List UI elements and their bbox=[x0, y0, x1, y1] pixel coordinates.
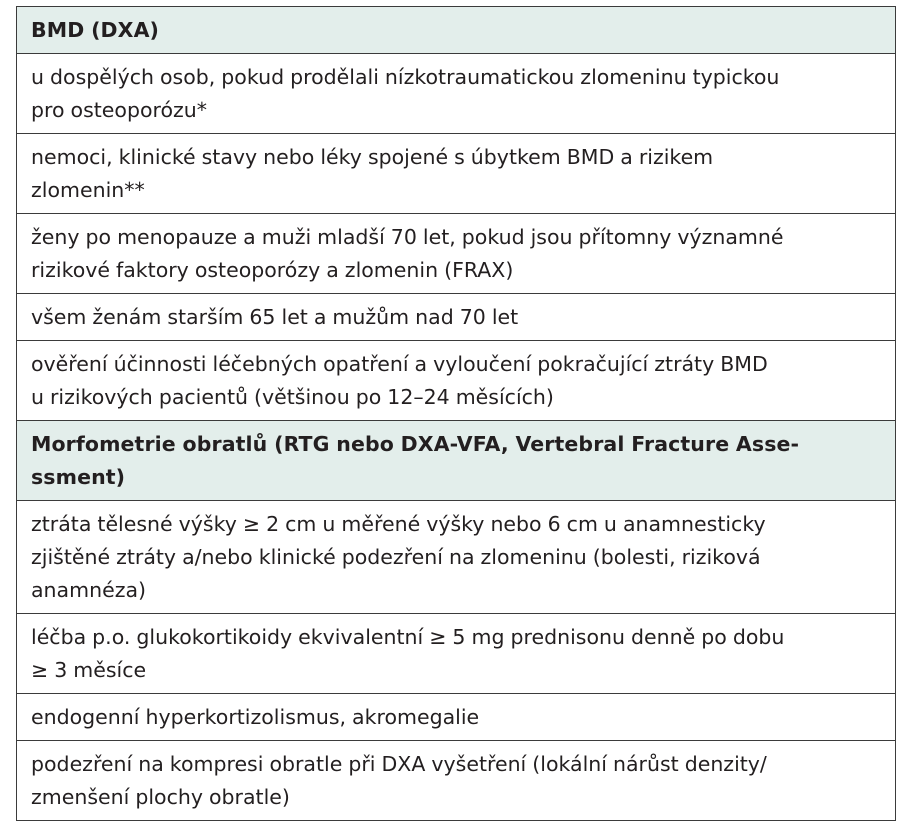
cell-line: rizikové faktory osteoporózy a zlomenin (FRAX) bbox=[31, 258, 514, 282]
cell-line: ženy po menopauze a muži mladší 70 let, pokud jsou přítomny významné bbox=[31, 225, 784, 249]
table-row bbox=[17, 54, 896, 134]
table-row bbox=[17, 341, 896, 421]
table-cell bbox=[17, 294, 896, 341]
section-header-bmd bbox=[17, 7, 896, 54]
cell-line: ≥ 3 měsíce bbox=[31, 658, 147, 682]
table-cell bbox=[17, 54, 896, 134]
section-header-morfometrie bbox=[17, 421, 896, 501]
cell-line: u rizikových pacientů (většinou po 12–24 měsících) bbox=[31, 385, 554, 409]
table-row bbox=[17, 501, 896, 614]
table-cell bbox=[17, 134, 896, 214]
table-row bbox=[17, 741, 896, 821]
table-row bbox=[17, 134, 896, 214]
cell-line: u dospělých osob, pokud prodělali nízkotraumatickou zlomeninu typickou bbox=[31, 65, 780, 89]
section-header-cell bbox=[17, 421, 896, 501]
cell-line: pro osteoporózu* bbox=[31, 98, 208, 122]
section-header-cell: BMD (DXA) bbox=[17, 7, 896, 54]
cell-line: léčba p.o. glukokortikoidy ekvivalentní ≥ 5 mg prednisonu denně po dobu bbox=[31, 625, 785, 649]
table-row bbox=[17, 294, 896, 341]
cell-line: všem ženám starším 65 let a mužům nad 70 let bbox=[31, 305, 519, 329]
cell-line: ztráta tělesné výšky ≥ 2 cm u měřené výšky nebo 6 cm u anamnesticky bbox=[31, 512, 766, 536]
cell-line: nemoci, klinické stavy nebo léky spojené s úbytkem BMD a rizikem bbox=[31, 145, 714, 169]
header-line: ssment) bbox=[31, 465, 126, 489]
cell-line: endogenní hyperkortizolismus, akromegalie bbox=[31, 705, 480, 729]
table-cell bbox=[17, 741, 896, 821]
cell-line: zmenšení plochy obratle) bbox=[31, 785, 290, 809]
cell-line: zjištěné ztráty a/nebo klinické podezření na zlomeninu (bolesti, riziková bbox=[31, 545, 761, 569]
indications-table bbox=[16, 6, 896, 821]
table-row bbox=[17, 614, 896, 694]
table-cell bbox=[17, 694, 896, 741]
table-cell bbox=[17, 501, 896, 614]
cell-line: podezření na kompresi obratle při DXA vyšetření (lokální nárůst denzity/ bbox=[31, 752, 767, 776]
header-line: Morfometrie obratlů (RTG nebo DXA-VFA, Vertebral Fracture Asse- bbox=[31, 432, 800, 456]
table-row bbox=[17, 214, 896, 294]
cell-line: anamnéza) bbox=[31, 578, 147, 602]
table-cell bbox=[17, 341, 896, 421]
cell-line: ověření účinnosti léčebných opatření a vyloučení pokračující ztráty BMD bbox=[31, 352, 768, 376]
cell-line: zlomenin** bbox=[31, 178, 145, 202]
table-row bbox=[17, 694, 896, 741]
table-cell bbox=[17, 214, 896, 294]
table-cell bbox=[17, 614, 896, 694]
